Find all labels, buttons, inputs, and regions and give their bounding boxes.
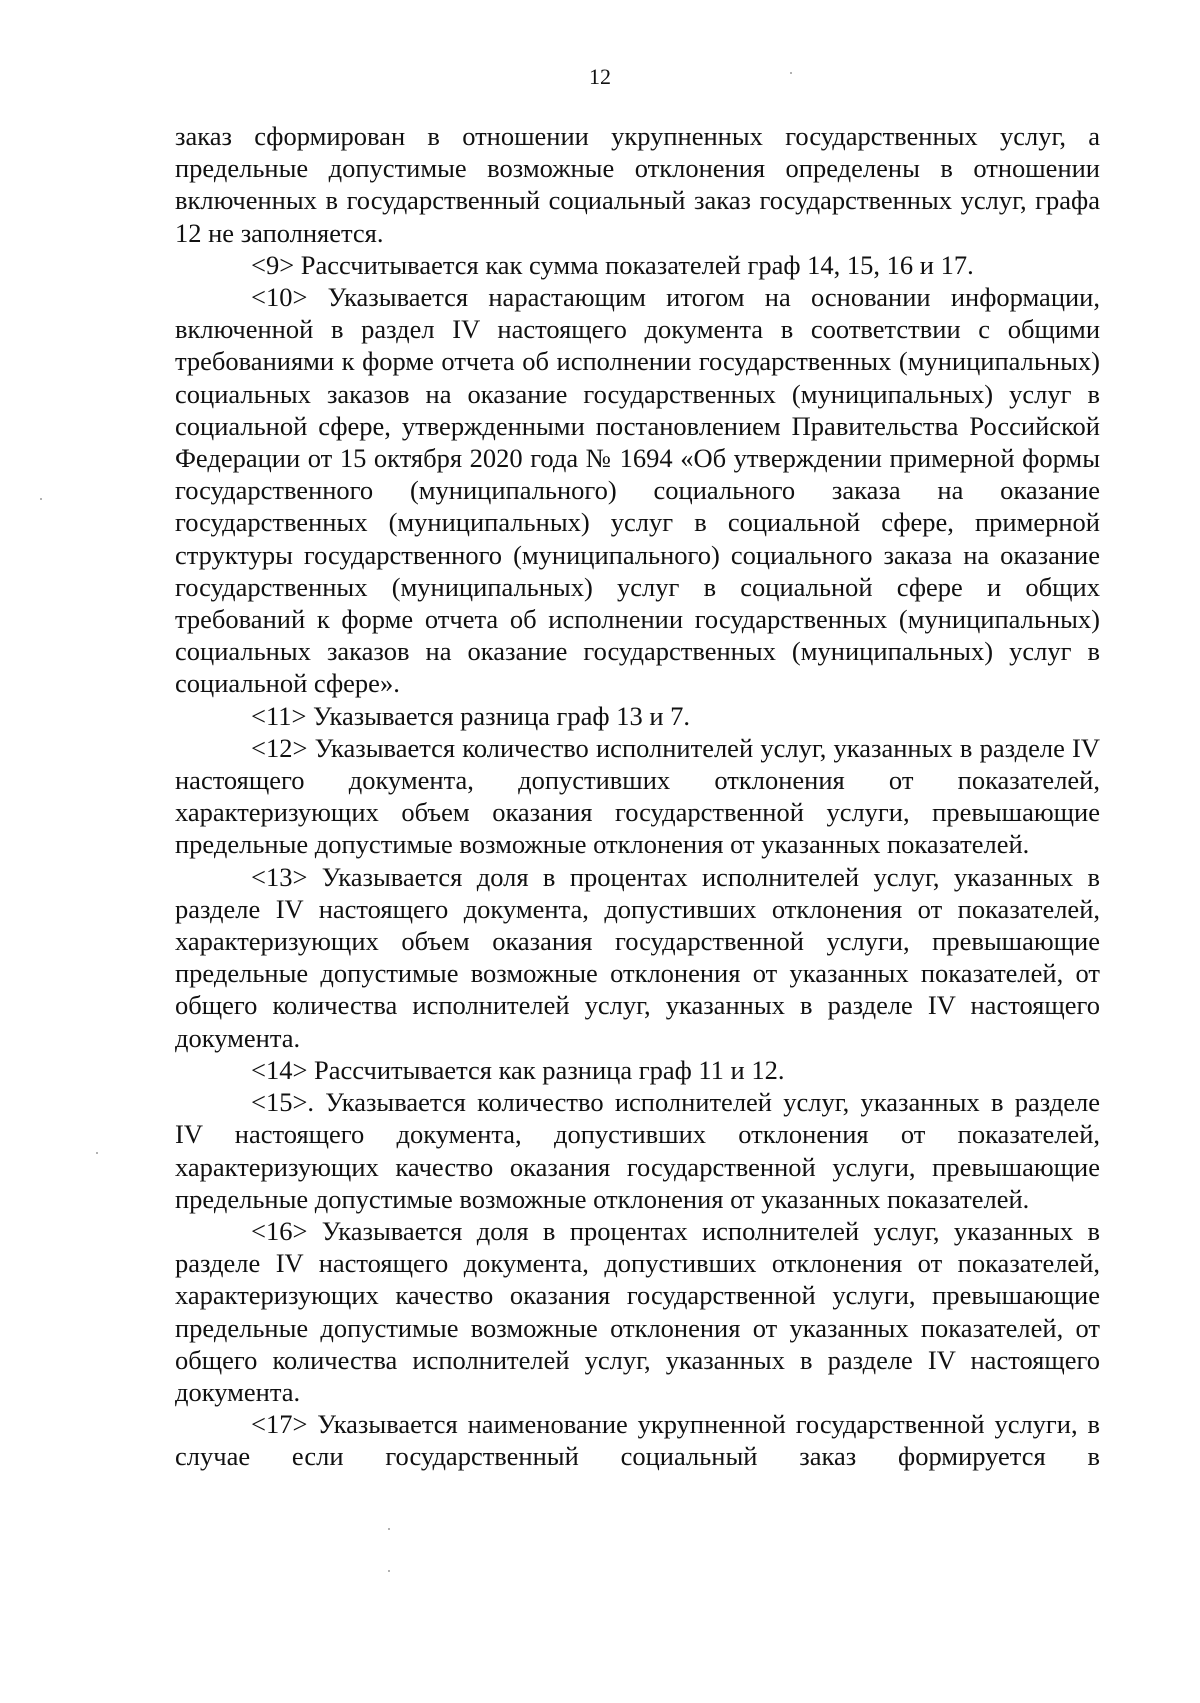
footnote-10: <10> Указывается нарастающим итогом на основании информации, включенной в раздел IV настоящего документа в соответствии с общими требованиями к форме отчета об исполнении государственных (муниципальных) социальных заказов на оказание государственных (муниципальных) услуг в социальной сфере, утвержденными постановлением Правительства Российской Федерации от 15 октября 2020 года № 1694 «Об утверждении примерной формы государственного (муниципального) социального заказа на оказание государственных (муниципальных) услуг в социальной сфере, примерной структуры государственного (муниципального) социального заказа на оказание государственных (муниципальных) услуг в социальной сфере и общих требований к форме отчета об исполнении государственных (муниципальных) социальных заказов на оказание государственных (муниципальных) услуг в социальной сфере». xyxy=(175,282,1100,699)
scan-speck xyxy=(388,1528,390,1530)
footnote-12: <12> Указывается количество исполнителей услуг, указанных в разделе IV настоящего документа, допустивших отклонения от показателей, характеризующих объем оказания государственной услуги, превышающие предельные допустимые возможные отклонения от указанных показателей. xyxy=(175,732,1100,860)
footnote-14: <14> Рассчитывается как разница граф 11 и 12. xyxy=(251,1054,785,1085)
footnote-15: <15>. Указывается количество исполнителей услуг, указанных в разделе IV настоящего документа, допустивших отклонения от показателей, характеризующих качество оказания государственной услуги, превышающие предельные допустимые возможные отклонения от указанных показателей. xyxy=(175,1087,1100,1214)
scan-speck xyxy=(40,498,42,500)
scan-speck xyxy=(96,1152,98,1154)
paragraph-continuation: заказ сформирован в отношении укрупненных государственных услуг, а предельные допустимые возможные отклонения определены в отношении включенных в государственный социальный заказ государственных услуг, графа 12 не заполняется. xyxy=(175,121,1100,248)
footnote-9: <9> Рассчитывается как сумма показателей граф 14, 15, 16 и 17. xyxy=(251,249,974,280)
scan-speck xyxy=(790,72,792,74)
scan-speck xyxy=(388,1570,390,1572)
document-body xyxy=(175,120,1100,1473)
footnote-17: <17> Указывается наименование укрупненной государственной услуги, в случае если государственный социальный заказ формируется в xyxy=(175,1409,1100,1472)
footnote-11: <11> Указывается разница граф 13 и 7. xyxy=(251,700,691,731)
footnote-16: <16> Указывается доля в процентах исполнителей услуг, указанных в разделе IV настоящего документа, допустивших отклонения от показателей, характеризующих качество оказания государственной услуги, превышающие предельные допустимые возможные отклонения от указанных показателей, от общего количества исполнителей услуг, указанных в разделе IV настоящего документа. xyxy=(175,1215,1100,1407)
footnote-13: <13> Указывается доля в процентах исполнителей услуг, указанных в разделе IV настоящего документа, допустивших отклонения от показателей, характеризующих объем оказания государственной услуги, превышающие предельные допустимые возможные отклонения от указанных показателей, от общего количества исполнителей услуг, указанных в разделе IV настоящего документа. xyxy=(175,861,1100,1053)
page-number: 12 xyxy=(589,64,611,89)
